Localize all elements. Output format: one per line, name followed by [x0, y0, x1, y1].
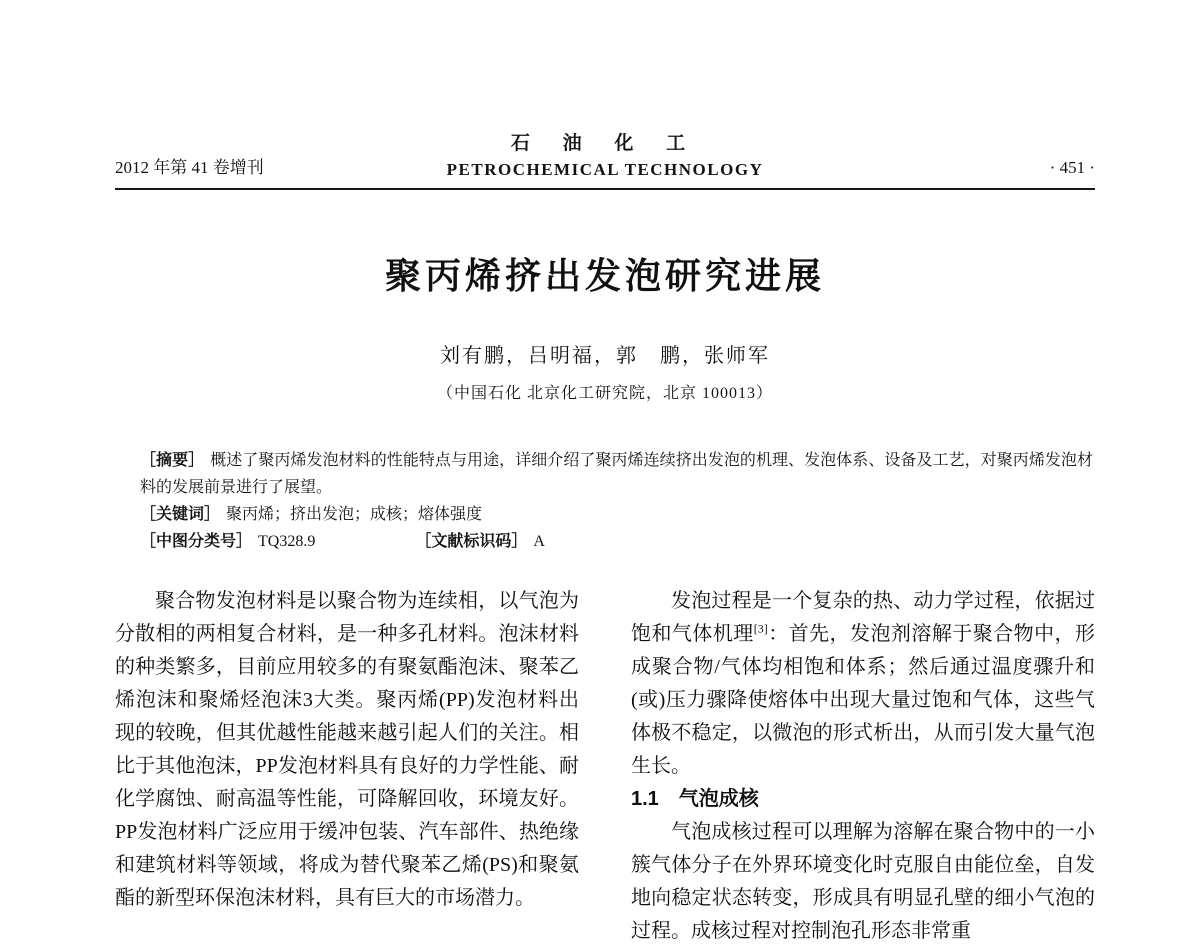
keywords-line: [140, 501, 1093, 528]
article-affiliation: （中国石化 北京化工研究院，北京 100013）: [436, 385, 773, 402]
body-columns: [115, 585, 1095, 948]
article-meta-block: [115, 447, 1095, 555]
classification-line: [140, 528, 1093, 555]
paragraph-text-after-citation: ：首先，发泡剂溶解于聚合物中，形成聚合物/气体均相饱和体系；然后通过温度骤升和(或)压力骤降使熔体中出现大量过饱和气体，这些气体极不稳定，以微泡的形式析出，从而引发大量气泡生长。: [631, 623, 1096, 777]
keywords-text: 聚丙烯；挤出发泡；成核；熔体强度: [226, 506, 483, 523]
section-heading-bubble-nucleation: 1.1 气泡成核: [631, 788, 759, 810]
left-column: [115, 585, 579, 948]
clc-value: TQ328.9: [258, 533, 316, 550]
body-paragraph-nucleation: 气泡成核过程可以理解为溶解在聚合物中的一小簇气体分子在外界环境变化时克服自由能位垒，自发地向稳定状态转变，形成具有明显孔壁的细小气泡的过程。成核过程对控制泡孔形态非常重: [631, 821, 1095, 942]
keywords-label: ［关键词］: [140, 506, 221, 523]
header-rule: [115, 188, 1095, 190]
doc-code-label: ［文献标识码］: [415, 533, 528, 550]
issue-info: 2012 年第 41 卷增刊: [115, 158, 264, 177]
body-paragraph-foaming-process: [631, 585, 1095, 783]
abstract-label: ［摘要］: [140, 452, 205, 469]
article-title: 聚丙烯挤出发泡研究进展: [384, 255, 825, 296]
citation-ref: [3]: [753, 621, 768, 636]
article-authors: 刘有鹏，吕明福，郭 鹏，张师军: [440, 345, 770, 367]
right-column: [631, 585, 1095, 948]
paragraph-text-before-citation: 发泡过程是一个复杂的热、动力学过程，依据过饱和气体机理: [631, 590, 1095, 645]
abstract-text: 概述了聚丙烯发泡材料的性能特点与用途，详细介绍了聚丙烯连续挤出发泡的机理、发泡体系、设备及工艺，对聚丙烯发泡材料的发展前景进行了展望。: [140, 452, 1093, 496]
journal-name-chinese: 石 油 化 工: [510, 133, 700, 154]
clc-label: ［中图分类号］: [140, 533, 253, 550]
journal-name-english: PETROCHEMICAL TECHNOLOGY: [446, 160, 764, 179]
abstract-line: [140, 447, 1093, 501]
journal-title-block: [345, 128, 865, 180]
body-paragraph-intro: 聚合物发泡材料是以聚合物为连续相，以气泡为分散相的两相复合材料，是一种多孔材料。泡沫材料的种类繁多，目前应用较多的有聚氨酯泡沫、聚苯乙烯泡沫和聚烯烃泡沫3大类。聚丙烯(PP)发泡材料出现的较晚，但其优越性能越来越引起人们的关注。相比于其他泡沫，PP发泡材料具有良好的力学性能、耐化学腐蚀、耐高温等性能，可降解回收，环境友好。PP发泡材料广泛应用于缓冲包装、汽车部件、热绝缘和建筑材料等领域，将成为替代聚苯乙烯(PS)和聚氨酯的新型环保泡沫材料，具有巨大的市场潜力。: [115, 590, 579, 909]
journal-header: [115, 128, 1095, 180]
doc-code-value: A: [533, 533, 545, 550]
page-number: · 451 ·: [1049, 158, 1095, 177]
